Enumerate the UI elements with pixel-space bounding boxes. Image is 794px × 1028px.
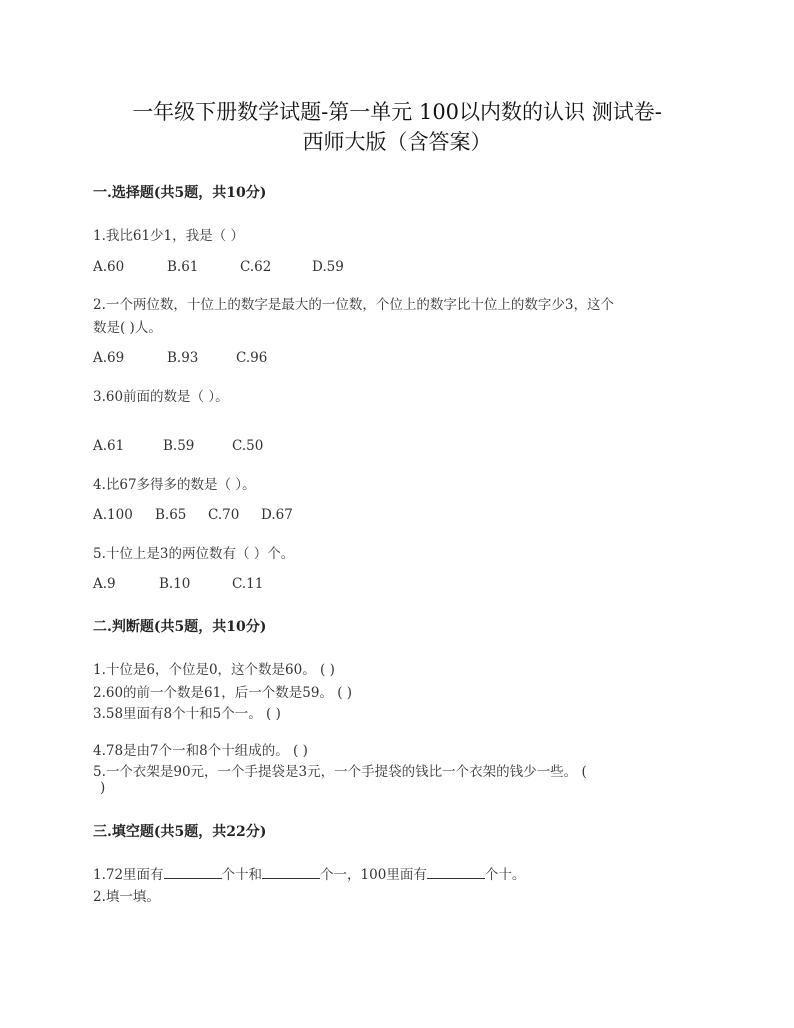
option-3c: C.50 [232,438,264,454]
question-4: 4.比67多得多的数是（ ）。 [93,477,256,493]
judge-item-1: 1.十位是6，个位是0，这个数是60。 ( ) [93,662,335,678]
question-3: 3.60前面的数是（ ）。 [93,389,229,405]
section-heading-fill: 三.填空题(共5题，共22分) [93,824,267,840]
option-2a: A.69 [93,350,125,366]
answer-blank[interactable] [427,864,485,879]
answer-blank[interactable] [164,864,222,879]
fill-q1-part3: 个一，100里面有 [320,867,427,883]
option-1c: C.62 [240,259,272,275]
fill-question-2: 2.填一填。 [93,889,160,905]
option-4a: A.100 [93,507,133,523]
option-3b: B.59 [163,438,195,454]
section-heading-choice: 一.选择题(共5题，共10分) [93,185,267,201]
option-2c: C.96 [236,350,268,366]
judge-item-5: 5.一个衣架是90元，一个手提袋是3元，一个手提袋的钱比一个衣架的钱少一些。 ( [93,764,587,780]
option-1b: B.61 [167,259,199,275]
judge-item-2: 2.60的前一个数是61，后一个数是59。 ( ) [93,685,353,701]
option-4c: C.70 [208,507,240,523]
option-3a: A.61 [93,438,125,454]
option-5c: C.11 [232,576,264,592]
option-4b: B.65 [155,507,187,523]
answer-blank[interactable] [262,864,320,879]
question-2-line1: 2.一个两位数，十位上的数字是最大的一位数，个位上的数字比十位上的数字少3，这个 [93,297,614,313]
option-1a: A.60 [93,259,125,275]
judge-item-3: 3.58里面有8个十和5个一。 ( ) [93,706,281,722]
page-title-line1: 一年级下册数学试题-第一单元 100以内数的认识 测试卷- [132,100,662,124]
judge-item-5-bracket: ) [100,780,106,796]
fill-q1-part2: 个十和 [221,867,263,883]
page-title-line2: 西师大版（含答案） [302,130,492,154]
question-5: 5.十位上是3的两位数有（ ）个。 [93,546,295,562]
fill-question-1 [93,863,525,883]
fill-q1-part4: 个十。 [484,867,526,883]
question-2-line2: 数是( )人。 [93,320,162,336]
option-2b: B.93 [167,350,199,366]
option-4d: D.67 [261,507,293,523]
fill-q1-part1: 1.72里面有 [93,867,164,883]
question-1: 1.我比61少1，我是（ ） [93,228,244,244]
option-1d: D.59 [312,259,344,275]
judge-item-4: 4.78是由7个一和8个十组成的。 ( ) [93,743,308,759]
option-5a: A.9 [93,576,116,592]
section-heading-judge: 二.判断题(共5题，共10分) [93,619,267,635]
option-5b: B.10 [159,576,191,592]
